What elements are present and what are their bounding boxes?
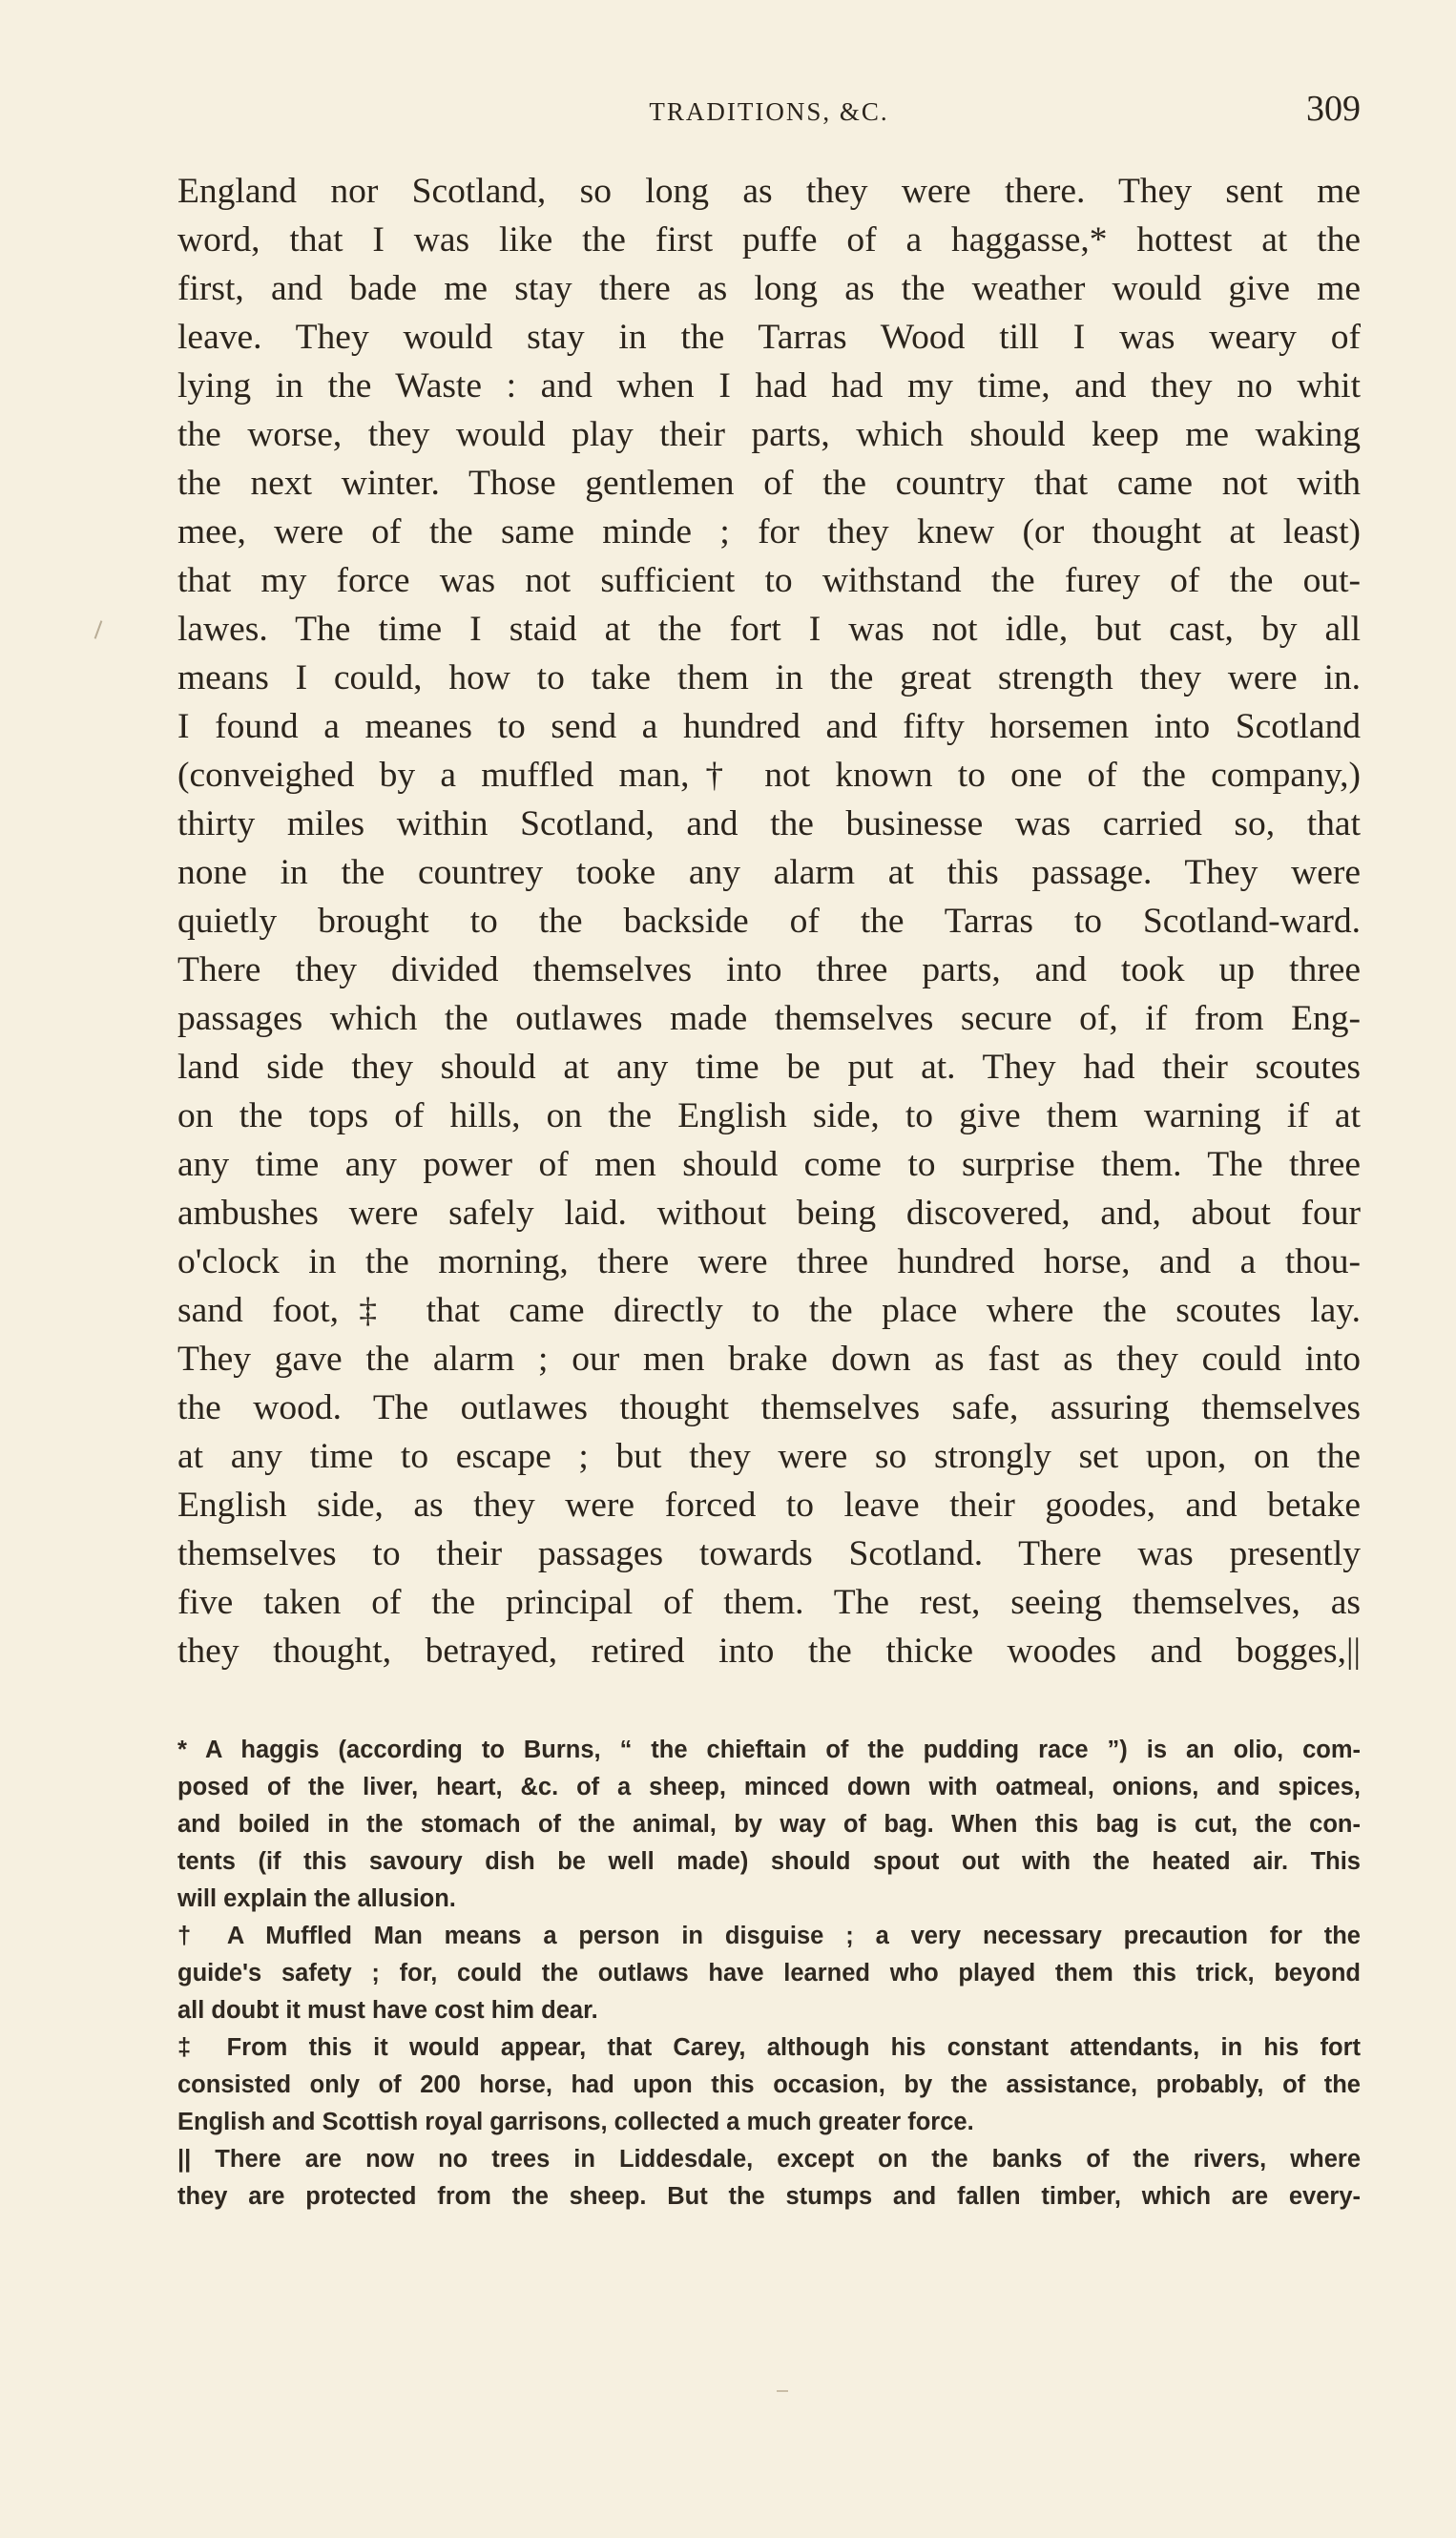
footnote-line: all doubt it must have cost him dear. (177, 1997, 598, 2024)
body-line: There they divided themselves into three parts, and took up three (177, 950, 1361, 989)
footnote-line: they are protected from the sheep. But the stumps and fallen timber, which are every- (177, 2183, 1361, 2210)
footnote-line: * A haggis (according to Burns, “ the chieftain of the pudding race ”) is an olio, com- (177, 1737, 1361, 1763)
body-line: that my force was not sufficient to withstand the furey of the out- (177, 561, 1361, 600)
print-mark (777, 2390, 788, 2392)
body-line: sand foot,‡ that came directly to the place where the scoutes lay. (177, 1291, 1361, 1330)
body-line: the next winter. Those gentlemen of the country that came not with (177, 464, 1361, 503)
footnote-line: will explain the allusion. (177, 1885, 456, 1912)
body-text (177, 167, 1361, 1675)
body-line: (conveighed by a muffled man,† not known to one of the company,) (177, 756, 1361, 795)
body-line: o'clock in the morning, there were three hundred horse, and a thou- (177, 1242, 1361, 1281)
footnote-line: guide's safety ; for, could the outlaws have learned who played them this trick, beyond (177, 1960, 1361, 1987)
footnotes (177, 1732, 1361, 2216)
body-line: quietly brought to the backside of the Tarras to Scotland-ward. (177, 902, 1361, 941)
body-line: lying in the Waste : and when I had had my time, and they no whit (177, 366, 1361, 406)
body-line: land side they should at any time be put at. They had their scoutes (177, 1048, 1361, 1087)
body-line: passages which the outlawes made themselves secure of, if from Eng- (177, 999, 1361, 1038)
page-number: 309 (1306, 89, 1361, 129)
running-title: TRADITIONS, &C. (649, 97, 889, 126)
body-line: means I could, how to take them in the great strength they were in. (177, 658, 1361, 697)
footnote-line: ‡ From this it would appear, that Carey, although his constant attendants, in his fort (177, 2034, 1361, 2061)
footnote-line: || There are now no trees in Liddesdale, except on the banks of the rivers, where (177, 2146, 1361, 2173)
body-line: mee, were of the same minde ; for they knew (or thought at least) (177, 512, 1361, 551)
body-line: the wood. The outlawes thought themselves safe, assuring themselves (177, 1388, 1361, 1427)
body-line: English side, as they were forced to leave their goodes, and betake (177, 1486, 1361, 1525)
body-line: themselves to their passages towards Scotland. There was presently (177, 1534, 1361, 1573)
footnote-line: † A Muffled Man means a person in disguise ; a very necessary precaution for the (177, 1923, 1361, 1949)
body-line: I found a meanes to send a hundred and fifty horsemen into Scotland (177, 707, 1361, 746)
body-line: lawes. The time I staid at the fort I was not idle, but cast, by all (177, 610, 1361, 649)
margin-mark (94, 620, 103, 638)
body-line: leave. They would stay in the Tarras Wood till I was weary of (177, 318, 1361, 357)
body-line: none in the countrey tooke any alarm at this passage. They were (177, 853, 1361, 892)
footnote-line: tents (if this savoury dish be well made) should spout out with the heated air. This (177, 1848, 1361, 1875)
body-line: five taken of the principal of them. The rest, seeing themselves, as (177, 1583, 1361, 1622)
body-line: any time any power of men should come to surprise them. The three (177, 1145, 1361, 1184)
body-line: first, and bade me stay there as long as the weather would give me (177, 269, 1361, 308)
body-line: ambushes were safely laid. without being discovered, and, about four (177, 1194, 1361, 1233)
running-head (177, 88, 1361, 135)
body-line: they thought, betrayed, retired into the thicke woodes and bogges,|| (177, 1632, 1361, 1671)
footnote-line: English and Scottish royal garrisons, collected a much greater force. (177, 2109, 974, 2135)
body-line: They gave the alarm ; our men brake down as fast as they could into (177, 1340, 1361, 1379)
body-line: on the tops of hills, on the English side, to give them warning if at (177, 1096, 1361, 1135)
body-line: the worse, they would play their parts, which should keep me waking (177, 415, 1361, 454)
body-line: England nor Scotland, so long as they were there. They sent me (177, 172, 1361, 211)
footnote-line: posed of the liver, heart, &c. of a sheep, minced down with oatmeal, onions, and spices, (177, 1774, 1361, 1800)
body-line: thirty miles within Scotland, and the businesse was carried so, that (177, 804, 1361, 843)
footnote-line: and boiled in the stomach of the animal, by way of bag. When this bag is cut, the con- (177, 1811, 1361, 1838)
body-line: at any time to escape ; but they were so strongly set upon, on the (177, 1437, 1361, 1476)
body-line: word, that I was like the first puffe of a haggasse,* hottest at the (177, 220, 1361, 260)
footnote-line: consisted only of 200 horse, had upon this occasion, by the assistance, probably, of the (177, 2071, 1361, 2098)
